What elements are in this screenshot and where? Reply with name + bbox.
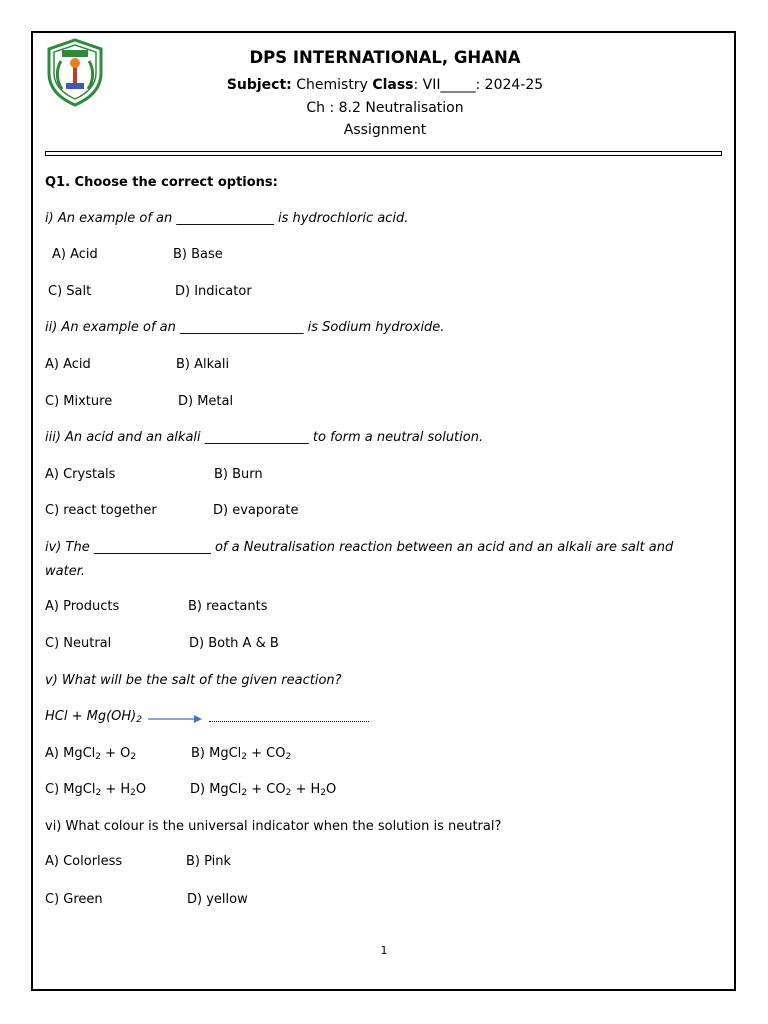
page-number: 1 [380,944,388,957]
question-3-option-b: B) Burn [214,467,263,482]
question-6-option-b: B) Pink [186,854,232,869]
question-2-option-c: C) Mixture [45,394,113,409]
answer-blank [209,721,369,722]
question-6-option-c: C) Green [45,892,103,907]
reaction-equation [45,709,142,725]
question-1-option-b: B) Base [173,247,223,262]
class-value: : VII_____: 2024-25 [413,77,544,93]
question-5-option-d: D) MgCl$_2$ + $CO_2 + H_2O$ [190,782,337,798]
school-name: DPS INTERNATIONAL, GHANA [249,48,521,67]
question-6: vi) What colour is the universal indicator when the solution is neutral? [45,819,502,834]
question-4-option-c: C) Neutral [45,636,112,651]
question-4-line-2: water. [45,564,85,579]
question-2: ii) An example of an ___________________ is Sodium hydroxide. [45,320,445,335]
question-5-option-c: C) MgCl$_2$ + $H_2O$ [45,782,147,798]
question-5-option-a: A) MgCl$_2$ + $O_2$ [45,746,137,762]
school-logo-icon [44,37,106,107]
question-4-option-b: B) reactants [188,599,268,614]
question-1-option-a: A) Acid [52,247,98,262]
question-3-option-a: A) Crystals [45,467,116,482]
question-2-option-d: D) Metal [178,394,234,409]
assignment-label: Assignment [343,122,427,138]
subject-value: Chemistry [296,77,368,93]
question-6-option-a: A) Colorless [45,854,123,869]
reaction-arrow-icon [148,713,204,725]
question-3-option-d: D) evaporate [213,503,299,518]
question-3-option-c: C) react together [45,503,157,518]
question-6-option-d: D) yellow [187,892,248,907]
question-4-option-d: D) Both A & B [189,636,279,651]
subject-label: Subject: [226,77,292,93]
question-1-option-c: C) Salt [48,284,92,299]
question-2-option-a: A) Acid [45,357,91,372]
subject-line [160,77,610,93]
chapter-title: Ch : 8.2 Neutralisation [306,100,464,116]
question-2-option-b: B) Alkali [176,357,230,372]
class-label: Class [372,77,414,93]
equation-lhs-subscript: 2 [136,715,142,725]
question-1: i) An example of an _______________ is hydrochloric acid. [45,211,409,226]
equation-lhs: HCl + Mg(OH) [45,709,137,724]
question-4-option-a: A) Products [45,599,120,614]
header-divider [45,151,722,156]
section-title: Q1. Choose the correct options: [45,175,278,190]
question-3: iii) An acid and an alkali ________________ to form a neutral solution. [45,430,484,445]
question-5: v) What will be the salt of the given reaction? [45,673,342,688]
question-4-line-1: iv) The __________________ of a Neutralisation reaction between an acid and an alkali are salt and [45,540,674,555]
question-5-option-b: B) MgCl$_2$ + $CO_2$ [191,746,292,762]
question-1-option-d: D) Indicator [175,284,252,299]
